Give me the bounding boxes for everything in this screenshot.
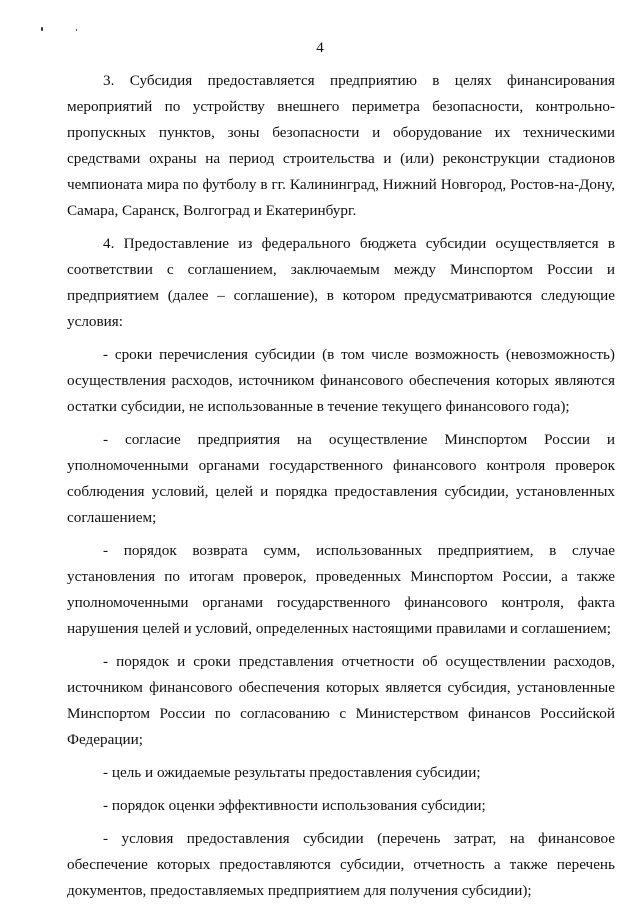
list-item-payment-terms: - сроки перечисления субсидии (в том числе возможность (невозможность) осуществления расходов, источником финансового обеспечения которых являются остатки субсидии, не использованные в течение текущего финансового года); xyxy=(67,346,615,415)
scan-speck xyxy=(76,29,77,31)
paragraph-4: 4. Предоставление из федерального бюджета субсидии осуществляется в соответствии с соглашением, заключаемым между Минспортом России и предприятием (далее – соглашение), в котором предусматриваются следующие условия: xyxy=(67,235,615,330)
document-body xyxy=(67,68,615,904)
list-item-efficiency: - порядок оценки эффективности использования субсидии; xyxy=(103,797,486,814)
list-item-consent-to-audits: - согласие предприятия на осуществление Минспортом России и уполномоченными органами государственного финансового контроля проверок соблюдения условий, целей и порядка предоставления субсидии, установленных соглашением; xyxy=(67,431,615,526)
list-item-conditions: - условия предоставления субсидии (перечень затрат, на финансовое обеспечение которых предоставляются субсидии, отчетность а также перечень документов, предоставляемых предприятием для получения субсидии); xyxy=(67,830,615,899)
list-item-refund-procedure: - порядок возврата сумм, использованных предприятием, в случае установления по итогам проверок, проведенных Минспортом России, а также уполномоченными органами государственного финансового контроля, факта нарушения целей и условий, определенных настоящими правилами и соглашением; xyxy=(67,542,615,637)
list-item-goals: - цель и ожидаемые результаты предоставления субсидии; xyxy=(103,764,481,781)
list-item-reporting: - порядок и сроки представления отчетности об осуществлении расходов, источником финансового обеспечения которых является субсидия, установленные Минспортом России по согласованию с Министерством финансов Российской Федерации; xyxy=(67,653,615,748)
paragraph-3: 3. Субсидия предоставляется предприятию в целях финансирования мероприятий по устройству внешнего периметра безопасности, контрольно-пропускных пунктов, зоны безопасности и оборудование их техническими средствами охраны на период строительства и (или) реконструкции стадионов чемпионата мира по футболу в гг. Калининград, Нижний Новгород, Ростов-на-Дону, Самара, Саранск, Волгоград и Екатеринбург. xyxy=(67,72,615,219)
page-number: 4 xyxy=(316,40,324,56)
scan-speck xyxy=(41,27,43,31)
